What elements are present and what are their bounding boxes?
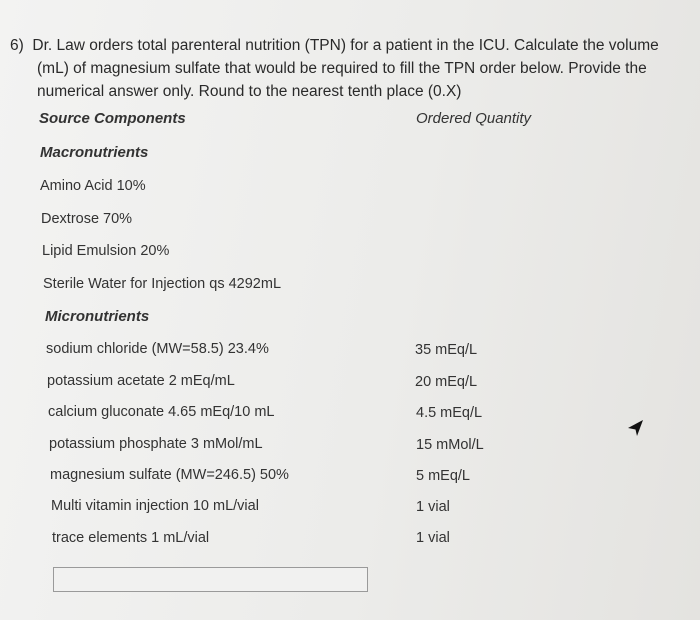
micro-row-quantity: 20 mEq/L bbox=[415, 374, 478, 390]
question-line-1: Dr. Law orders total parenteral nutrition (TPN) for a patient in the ICU. Calculate the volume bbox=[32, 37, 659, 54]
micro-row-label: Multi vitamin injection 10 mL/vial bbox=[51, 498, 259, 514]
micro-row-quantity: 15 mMol/L bbox=[416, 437, 484, 453]
micro-row-quantity: 1 vial bbox=[416, 499, 450, 515]
macro-row-label: Lipid Emulsion 20% bbox=[42, 243, 170, 259]
column-header-quantity: Ordered Quantity bbox=[416, 110, 532, 127]
question-line-3: numerical answer only. Round to the nearest tenth place (0.X) bbox=[37, 83, 462, 100]
macro-row-label: Dextrose 70% bbox=[41, 211, 133, 227]
micro-row-label: magnesium sulfate (MW=246.5) 50% bbox=[50, 467, 289, 483]
question-text bbox=[10, 34, 700, 103]
macro-row-label: Amino Acid 10% bbox=[40, 178, 146, 194]
micro-row-quantity: 1 vial bbox=[416, 530, 450, 546]
micro-row-label: potassium acetate 2 mEq/mL bbox=[47, 373, 235, 389]
micro-row-quantity: 35 mEq/L bbox=[415, 342, 478, 358]
micro-row-label: sodium chloride (MW=58.5) 23.4% bbox=[46, 341, 269, 357]
answer-input[interactable] bbox=[53, 567, 368, 592]
micro-row-label: trace elements 1 mL/vial bbox=[52, 530, 210, 546]
mouse-pointer-icon bbox=[627, 418, 645, 438]
question-number: 6) bbox=[10, 37, 24, 54]
question-line-2: (mL) of magnesium sulfate that would be required to fill the TPN order below. Provide the bbox=[37, 60, 647, 77]
micro-row-label: potassium phosphate 3 mMol/mL bbox=[49, 436, 263, 452]
macronutrients-heading: Macronutrients bbox=[40, 144, 149, 161]
column-header-source: Source Components bbox=[39, 110, 186, 127]
macro-row-label: Sterile Water for Injection qs 4292mL bbox=[43, 276, 282, 292]
micro-row-quantity: 5 mEq/L bbox=[416, 468, 470, 484]
micronutrients-heading: Micronutrients bbox=[45, 308, 150, 325]
micro-row-quantity: 4.5 mEq/L bbox=[416, 405, 483, 421]
micro-row-label: calcium gluconate 4.65 mEq/10 mL bbox=[48, 404, 275, 420]
